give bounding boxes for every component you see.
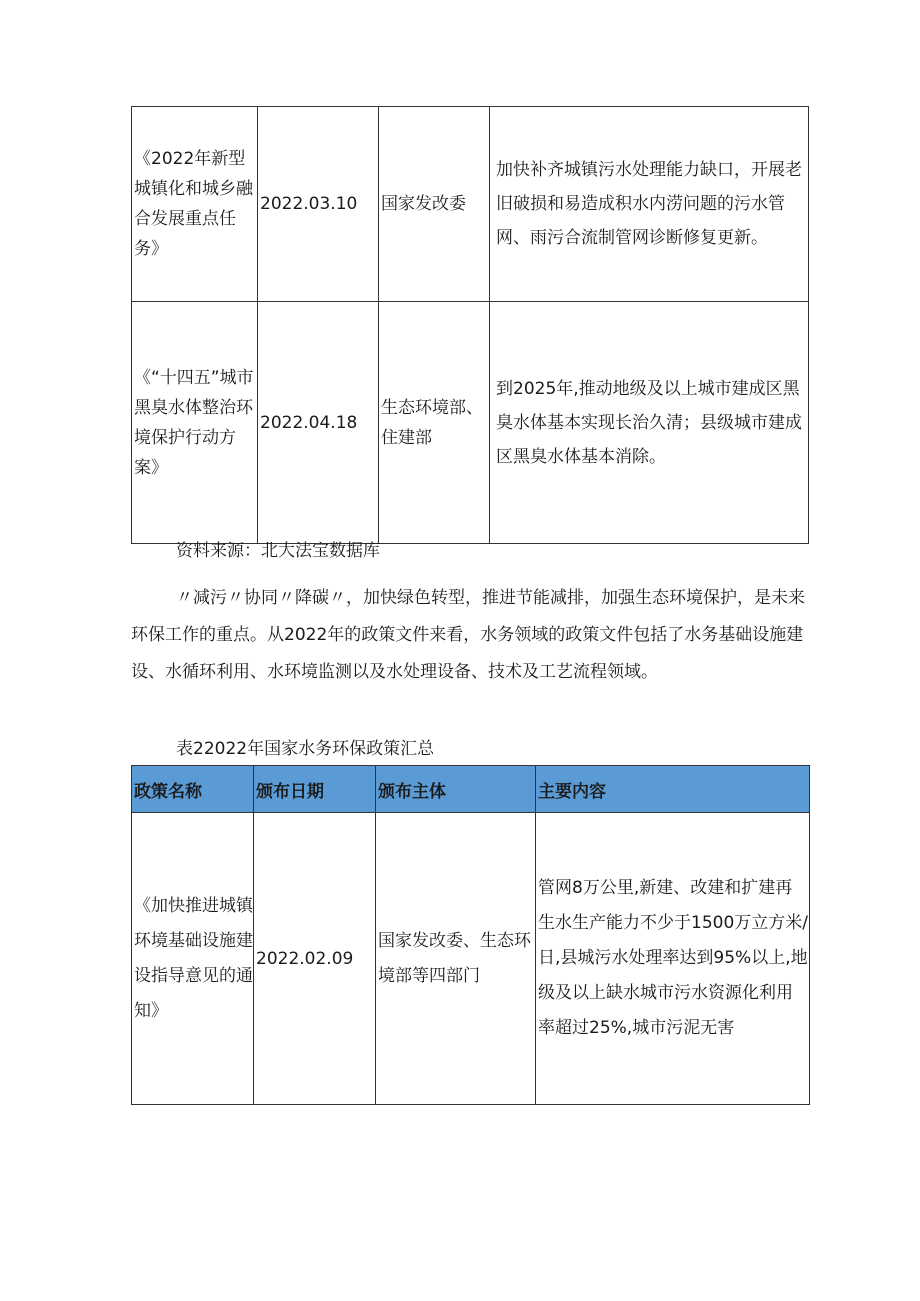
policy-date-cell: 2022.02.09 [254, 813, 376, 1105]
policy-issuer-cell: 生态环境部、住建部 [379, 302, 490, 544]
policy-date-cell: 2022.04.18 [258, 302, 379, 544]
policy-content-cell: 加快补齐城镇污水处理能力缺口，开展老旧破损和易造成积水内涝问题的污水管网、雨污合流制管网诊断修复更新。 [490, 107, 809, 302]
table-caption: 表22022年国家水务环保政策汇总 [176, 739, 435, 759]
policy-date-cell: 2022.03.10 [258, 107, 379, 302]
policy-table-2 [131, 765, 810, 1105]
policy-name-cell: 《加快推进城镇环境基础设施建设指导意见的通知》 [132, 813, 254, 1105]
header-content: 主要内容 [536, 766, 810, 813]
policy-table-1 [131, 106, 809, 544]
policy-name-cell: 《2022年新型城镇化和城乡融合发展重点任务》 [132, 107, 258, 302]
policy-issuer-cell: 国家发改委、生态环境部等四部门 [376, 813, 536, 1105]
header-issuer: 颁布主体 [376, 766, 536, 813]
table-row [132, 302, 809, 544]
policy-issuer-cell: 国家发改委 [379, 107, 490, 302]
table-header-row [132, 766, 810, 813]
header-policy-name: 政策名称 [132, 766, 254, 813]
body-paragraph: 〃减污〃协同〃降碳〃，加快绿色转型，推进节能减排，加强生态环境保护，是未来环保工作的重点。从2022年的政策文件来看，水务领域的政策文件包括了水务基础设施建设、水循环利用、水环境监测以及水处理设备、技术及工艺流程领域。 [131, 588, 805, 682]
policy-name-cell: 《“十四五”城市黑臭水体整治环境保护行动方案》 [132, 302, 258, 544]
header-date: 颁布日期 [254, 766, 376, 813]
source-note: 资料来源：北大法宝数据库 [176, 541, 380, 561]
policy-content-cell: 管网8万公里,新建、改建和扩建再生水生产能力不少于1500万立方米/日,县城污水处理率达到95%以上,地级及以上缺水城市污水资源化利用率超过25%,城市污泥无害 [536, 813, 810, 1105]
table-row [132, 813, 810, 1105]
policy-content-cell: 到2025年,推动地级及以上城市建成区黑臭水体基本实现长治久清；县级城市建成区黑臭水体基本消除。 [490, 302, 809, 544]
table-row [132, 107, 809, 302]
